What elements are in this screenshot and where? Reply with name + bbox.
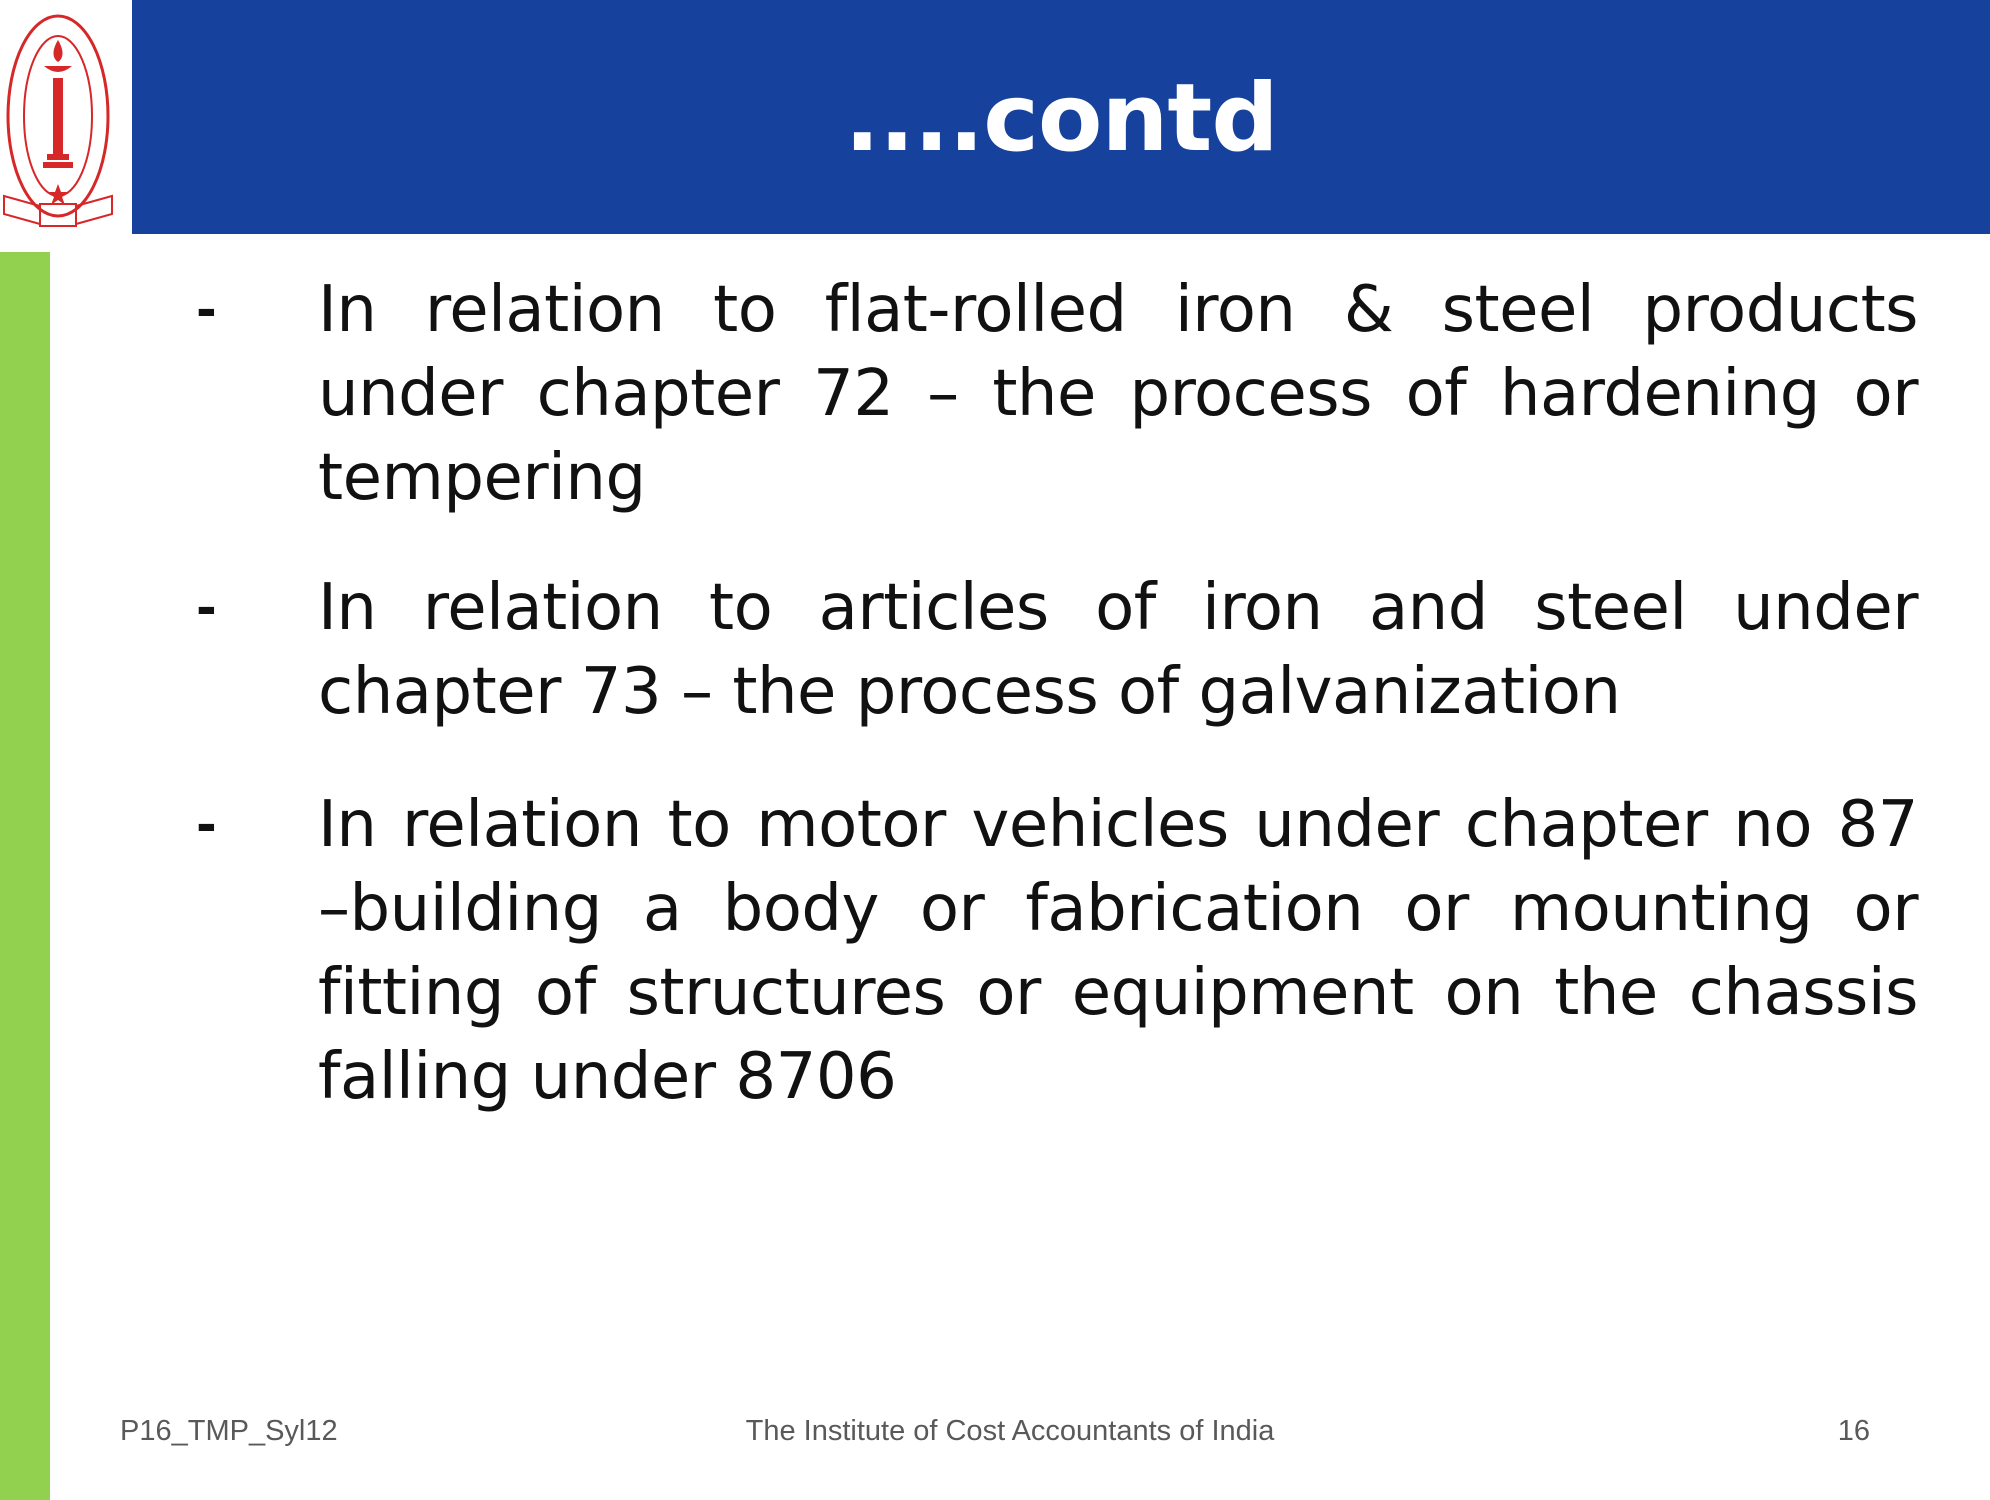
bullet-marker: - [196, 796, 217, 854]
side-accent-strip [0, 252, 50, 1500]
footer-institute-name: The Institute of Cost Accountants of India [745, 1415, 1275, 1447]
footer-course-code: P16_TMP_Syl12 [120, 1415, 338, 1447]
bullet-marker: - [196, 579, 217, 637]
header-bar [132, 0, 1990, 234]
slide-title: ....contd [844, 64, 1278, 173]
bullet-text: In relation to flat-rolled iron & steel products under chapter 72 – the process of hardening or tempering [318, 273, 1918, 515]
footer-page-number: 16 [1837, 1415, 1870, 1447]
institute-seal-icon [0, 0, 132, 234]
institute-logo [0, 0, 132, 234]
bullet-marker: - [196, 281, 217, 339]
bullet-text: In relation to articles of iron and steel under chapter 73 – the process of galvanization [318, 571, 1918, 729]
bullet-text: In relation to motor vehicles under chapter no 87 –building a body or fabrication or mounting or fitting of structures or equipment on the chassis falling under 8706 [318, 788, 1918, 1114]
